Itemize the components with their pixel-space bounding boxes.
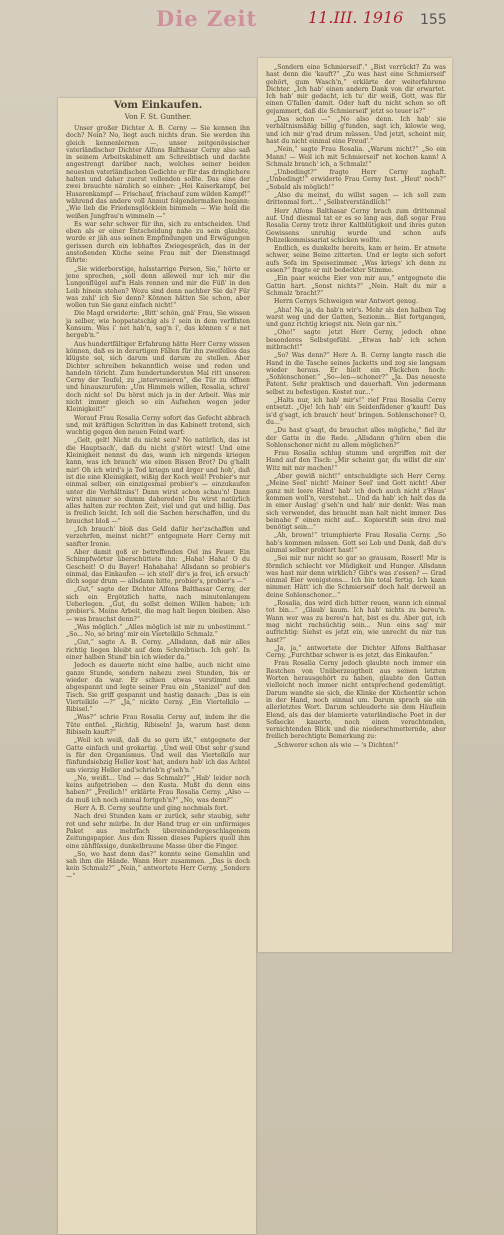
article-paragraph: „Sondern eine Schmierseif'.“ „Bist verrückt? Zu was hast denn die 'kauft?“ „Zu was hast eine Schmierseif' gehört, gum Wasch'n,“ erklärte der weiterfahrene Dichter. „Ich hab' einen andern Dank von dir erwartet. Ich hab' mir gedacht, ich tu' dir weiß, Gott, was für einen G'fallen damit. Oder haft du nicht schon so oft gejammert, daß die Schmierseif' jetzt so teuer is?“ (266, 64, 446, 115)
article-paragraph: „Halts nur, ich hab' mir's!“ rief Frau Rosalia Cerny entsetzt. „Oje! Ich hab' ein Seidenfädener g'kauft! Das is'd g'sagt, ich brauch' heut' bringen. Sohlenschoner? O, du...“ (266, 397, 446, 426)
article-paragraph: Frau Rosalia Cerny jedoch glaubte noch immer ein Restchen von Unüberzeugtheit aus seinen letzten Worten herausgehört zu haben, glaubte den Gatten vielleicht noch immer nicht entsprechend gedemütigt. Darum wandte sie sich, die Klinke der Küchentür schon in der Hand, noch einmal um. Darum sprach sie ein allerletztes Wort. Darum schleuderte sie dem Häuflein Elend, als das der blamierte vaterländische Poet in der Sofaecke kauerte, noch einen verachtenden, vernichtenden Blick und die niederschmetternde, aber freilich berechtigte Bemerkung zu: (266, 660, 446, 741)
article-paragraph: „So? Was denn?“ Herr A. B. Cerny langte rasch die Hand in die Tasche seines Jacketts und zog sie langsam wieder heraus. Er hielt ein Päckchen hoch: „Sohlenschoner.“ „So—len—schoner?“ „Ja. Das neueste Patent. Sehr praktisch und dauerhaft. Von jedermann selbst zu befestigen. Kostet nur...“ (266, 352, 446, 396)
article-paragraph: Die Magd erwiderte: „Bitt' schön, gnä' Frau, Sie wissen ja selber, wie hoppatatschig als i' sein in dem verflixten Konsum. Was i' net hab'n, sag'n i', das können s' e net hergeb'n.“ (66, 310, 250, 340)
article-paragraph: „Gut,“ sagte A. B. Cerny. „Allsdann, daß mir alles richtig liegen bleibt auf dem Schreibtisch. Ich geh'. In einer halben Stund' bin ich wieder da.“ (66, 639, 250, 662)
article-paragraph: Herrn Cernys Schweigen war Antwort genug. (274, 298, 418, 306)
clipping-column-1 (58, 98, 256, 1234)
archive-number: 155 (420, 12, 447, 28)
article-column-1 (66, 98, 250, 881)
article-paragraph: „Was?“ schrie Frau Rosalia Cerny auf, indem ihr die Tüte entfiel. „Richtig, Ribiseln! Ja, warum hast denn Ribiseln kauft?“ (66, 714, 250, 737)
article-paragraph: „Unbedingt?“ fragte Herr Cerny zaghaft. „Unbedingt!“ erwiderte Frau Cerny fest. „Heut' noch?“ „Sobald als möglich!“ (266, 169, 446, 191)
article-paragraph: „Also du meinst, du willst sagen — ich soll zum drittenmal fort...“ „Selbstverständlich!“ (266, 192, 446, 207)
article-paragraph: Es war sehr schwer für ihn, sich zu entscheiden. Und eben als er einer Entscheidung nahe zu sein glaubte, wurde er jäh aus seinen Empfindungen und Erwägungen gerissen durch ein lebhaftes Zwiegespräch, das in der anstoßenden Küche seine Frau mit der Dienstmagd führte: (66, 220, 250, 265)
article-paragraph: „Ja, ja,“ antwortete der Dichter Alfons Balthasar Cerny. „Furchtbar schwer is es jetzt, das Einkaufen.“ (266, 644, 446, 660)
article-paragraph: „Ein paar weiche Eier von mir aus,“ entgegnete die Gattin hart. „Sonst nichts?“ „Nein. Halt du mir a Schmalz 'bracht?“ (266, 275, 446, 297)
newspaper-name: Die Zeit (156, 6, 258, 31)
article-paragraph: „Gelt, gelt! Nicht du nicht sein? No natürlich, das ist die Hauptsach', daß du nicht g'stört wirst! Und eine Kleinigkeit nennst du das, wann ich nirgends kriegen kann, was ich brauch' wie einen Bissen Brot? Du g'hallt mir! Oh ich wird's ja Tod kriegn und ärger und hoh', daß ist die eine Kleinigkeit, wißig der Koch weil! Probier's nur einmal selber, ein einzigesmal probier's — einzukaufen unter die Verhältniss'! Dann wirst schon schau'n! Dann wirst nimmer so dumm dahereden! Du wirst natürlich alles halten zur rechten Zeit, viel und gut und billig. Das is freilich leicht. Ich soll die Sachen herschaffen, und du brauchst bloß —“ (66, 437, 250, 525)
article-paragraph: Jedoch es dauerte nicht eine halbe, auch nicht eine ganze Stunde, sondern nahezu zwei Stunden, bis er wieder da war. Er schien etwas verstimmt und abgespannt und legte seiner Frau ein „Stanizel“ auf den Tisch. Sie griff gespannt und hastig danach: „Das is ein Viertelkilo —?“ „Ja,“ nickte Cerny. „Ein Viertelkilo — Ribisel.“ (66, 662, 250, 714)
article-paragraph: Worauf Frau Rosalia Cerny sofort das Gefecht abbrach und, mit kräftigen Schritten in das Kabinett tretend, sich wuchtig gegen den neuen Feind warf: (66, 414, 250, 437)
article-paragraph: „Ah, brown!“ triumphierte Frau Rosalia Cerny. „So hab's kommen müssen. Gott sei Lob und Dank, daß du's einmal selber probiert hast!“ (266, 532, 446, 554)
article-paragraph: „Aha! Na ja, da hab'n wir's. Mehr als den halben Tag warst weg und der Gatten, Sezionin... Bist fortgangen, und ganz richtig kriegst nix. Nein gar nix.“ (266, 306, 446, 329)
article-paragraph: Endlich, es dunkelte bereits, kam er heim. Er atmete schwer, seine Beine zitterten. Und er legte sich sofort aufs Sofa im Speisezimmer. „Was kriegs' ich denn zu essen?“ fragte er mit bedeckter Stimme. (266, 245, 446, 275)
article-paragraph: Nach drei Stunden kam er zurück, sehr staubig, sehr rot und sehr mürbe. In der Hand trug er ein unförmiges Paket aus mehrfach übereinandergeschlagenem Zeitungspapier. Aus den Rissen dieses Papiers quoll ihm eine zähflüssige, dunkelbraune Masse über die Finger. (66, 813, 250, 850)
article-paragraph: „Nein,“ sagte Frau Rosalia. „Warum nicht?“ „So ein Mann! — Weil ich mit Schmierseif' net kochen kann! A Schmalz brauch' ich, a Schmalz!“ (266, 146, 446, 168)
article-paragraph: „So, wo hast denn das?“ konnte seine Gemahlin und sah ihm die Hände. Wann Herr zusammen. „Das is doch kein Schmalz?“ „Nein,“ antwortete Herr Cerny. „Sondern —“ (66, 850, 250, 880)
article-paragraph: Frau Rosalia schlug stumm und ergriffen mit der Hand auf den Tisch: „Mir scheint gar, du willst dir ein' Witz mit mir machen!“ (266, 450, 446, 472)
article-paragraph: „Schwerer schon als wie — 's Dichten!“ (274, 741, 399, 749)
article-column-2 (266, 64, 446, 750)
article-paragraph: „Oho!“ sagte jetzt Herr Cerny, jedoch ohne besonderes Selbstgefühl. „Etwas hab' ich schon mitbracht!“ (266, 329, 446, 351)
article-paragraph: „No, weißt... Und — das Schmalz?“ „Hab' leider noch keins aufgetrieben — den Kusta. Mußt du denn eins haben?“ „Freilich!“ erklärte Frau Rosalia Cerny. „Also — da muß ich noch einmal fortgeh'n?“ „No, was denn?“ (66, 774, 250, 804)
article-paragraph: „Sei mir nur nicht so gar so grausam, Roserl! Mir is förmlich schlecht vor Müdigkeit und Hunger. Allsdann was hast mir denn wirklich? Gibt's was z'essen? — Grad einmal Eier wenigstens... Ich bin total fertig. Ich kann nimmer. Hätt' ich die Schmierseif' doch halt derweil an deine Sohlenschoner...“ (266, 555, 446, 599)
article-paragraph: „Das schon —“ „No also denn. Ich hab' sie verhältnismäßig billig g'funden, sagt ich, kilowie weg, und ich mir g'rad drum müssen. Und jetzt, scheint mir, hast du nicht einmal eine Freud'.“ (266, 116, 446, 145)
article-paragraph: „Du hast g'sagt, du brauchst alles mögliche,“ fiel ihr der Gatte in die Rede. „Allsdann g'hörn eben die Sohlenschoner nicht zu allem möglichen?“ (266, 427, 446, 449)
article-paragraph: Herr Alfons Balthasar Cerny brach zum drittenmal auf. Und diesmal tat er es so lang aus, daß sogar Frau Rosalia Cerny trotz ihrer Kaltblütigkeit und ihres guten Gewissens unruhig wurde und schon aufs Polizeikommissariat schicken wollte. (266, 207, 446, 244)
article-paragraph: „Was möglich.“ „Alles möglich ist mir zu unbestimmt.“ „So... No, so bring' mir ein Viertelkilo Schmalz.“ (66, 623, 250, 639)
article-paragraph: „Aber gewiß nicht!“ entschuldigte sich Herr Cerny. „Meine Seel' nicht! Meiner Seel' und Gott nicht! Aber ganz mit leere Händ' hab' ich doch auch nicht z'Haus' kommen woll'n, verstehst... Und da hab' ich halt das da in einer Auslag' g'seh'n und hab' mir denkt: Was man sich verwendet, das braucht man halt nicht immer. Das beinahe f' einen nicht auf... Kopierstift sein drei mal benötigt sein...“ (266, 473, 446, 532)
article-byline: Von F. St. Gunther. (124, 113, 192, 121)
header (150, 6, 450, 34)
article-paragraph: „Weil ich weiß, daß du so gern ißt,“ entgegnete der Gatte einfach und grokartig. „Und weil Obst sehr g'sund is für den Organismus. Und weil das Viertelkilo nur fünfundsiebzig Heller kost' hat, anders hab' ich das Achtel um vierzig Heller and'schrieb'n g'seh'n.“ (66, 737, 250, 774)
article-paragraph: „Rosalia, das wird dich bitter reuen, wann ich einmal tot bin...“ „Glaub' kaum. Ich hab' nichts zu bereu'n. Wann wer was zu bereu'n hat, bist es du. Aber gut, ich mag nicht rachsüchtig sein... Nun eins sag' mir aufrichtig: Siehst es jetzt ein, wie unrecht du mir tun hast?“ (266, 600, 446, 644)
article-paragraph: „Gut,“ sagte der Dichter Alfons Balthasar Cerny, der sich ein Ergötzlich hatte, nach minutenlangem Ueberlegen. „Gut, du sollst deinen Willen haben; ich probier's. Meine Arbeit, die mag halt liegen bleiben. Also — was brauchst denn?“ (66, 586, 250, 623)
article-paragraph: „Sie widerborstige, halsstarrige Person, Sie,“ hörte er jene sprechen, „soll denn alleweil nur ich mir die Lungenflügel auf'n Hals rennen und mir die Füß' in den Leib hinein stehen? Wozu sind denn nachher Sie da? Für was zahl' ich Sie denn? Können hätten Sie schon, aber wollen tun Sie ganz einfach nicht!“ (66, 265, 250, 310)
article-paragraph: Aus hundertfältiger Erfahrung hätte Herr Cerny wissen können, daß es in derartigen Fällen für ihn zweifellos das klügste sei, sich darum und darum zu stellen. Aber Dichter schreiben bekanntlich weise und reden und handeln töricht. Zum hundertundersten Mal ritt unseren Cerny der Teufel, zu „intervenieren“, die Tür zu öffnen und hinauszurufen: „Um Himmels willen, Rosalia, schrei' doch nicht so! Du hörst mich ja in der Arbeit. Was mir nicht immer gleich so ein Aufsehen wegen jeder Kleinigkeit!“ (66, 340, 250, 414)
article-title: Vom Einkaufen. (113, 100, 203, 111)
article-paragraph: Aber damit goß er betreffenden Oel ins Feuer. Ein Schimpfwörter überschüttete ihn: „Haha! Haha! O du Gescheit! O du Bayer! Hahahaha! Allsdann so probier's einmal, das Einkaufen — ich stell' dir's ja frei, ich ersuch' dich sogar drum — allsdann bitte, probier's, probier's —“ (66, 548, 250, 586)
article-paragraph: Unser großer Dichter A. B. Cerny — Sie kennen ihn doch? Nein? No, liegt auch nichts dran. Sie werden ihn gleich kennenlernen —, unser zeitgenössischer vaterländischer Dichter Alfons Balthasar Cerny also saß in seinem Arbeitskabinett am Schreibtisch und dachte angestrengt darüber nach, welches seiner beiden neuesten vaterländischen Gedichte er für das dringlichere halten und daher zuerst vollenden sollte. Das eine der zwei brauchte nämlich so einher: „Hei Kaiserkampf, bei Husarenkampf — Frischauf, frischauf zum wilden Kampf!“ während das andere voll Anmut folgendermaßen begann: „Wie lieb die Friedensglöcklein bimmeln — Wie hold die weißen Jungfrau'n wimmeln —“ (66, 125, 250, 220)
article-paragraph: „Ich brauch' bloß das Geld dafür her'zschaffen und verzehrfen, meinst nicht?“ entgegnete Herr Cerny mit sanfter Ironie. (66, 526, 250, 548)
article-paragraph: Herr A. B. Cerny seufzte und ging nochmals fort. (74, 805, 229, 813)
handwritten-date: 11.III. 1916 (308, 8, 404, 27)
clipping-column-2 (258, 58, 452, 952)
